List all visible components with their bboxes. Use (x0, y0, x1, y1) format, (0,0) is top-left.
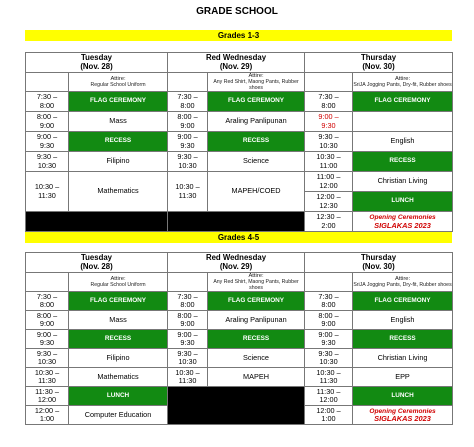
subject-cell: Science (208, 152, 305, 172)
blocked-cell (168, 212, 305, 232)
time-cell: 9:00 – 9:30 (26, 132, 69, 152)
recess-cell: RECESS (69, 132, 168, 152)
time-cell: 12:00 – 1:00 (305, 406, 353, 425)
time-cell: 7:30 – 8:00 (168, 292, 208, 311)
subject-cell: Computer Education (69, 406, 168, 425)
subject-cell: MAPEH (208, 368, 305, 387)
recess-cell: RECESS (208, 132, 305, 152)
attire-row (26, 273, 453, 292)
time-cell: 10:30 – 11:30 (168, 172, 208, 212)
table-row (26, 92, 453, 112)
attire-text: SriJA Jogging Pants, Dry-fit, Rubber shoes (353, 282, 452, 288)
attire-wednesday (208, 273, 305, 292)
time-cell: 9:30 – 10:30 (305, 349, 353, 368)
day-name: Red Wednesday (205, 253, 267, 262)
day-date: (Nov. 30) (362, 261, 395, 271)
time-cell: 8:00 – 9:00 (305, 311, 353, 330)
day-header-wednesday (168, 53, 305, 73)
subject-cell: Filipino (69, 152, 168, 172)
time-cell: 11:30 – 12:00 (305, 387, 353, 406)
day-date: (Nov. 29) (219, 61, 253, 71)
time-cell: 9:30 – 10:30 (26, 349, 69, 368)
time-cell: 8:00 – 9:00 (26, 112, 69, 132)
day-name: Thursday (360, 253, 397, 262)
subject-cell: English (353, 132, 453, 152)
flag-ceremony-cell: FLAG CEREMONY (208, 292, 305, 311)
subject-cell: Araling Panlipunan (208, 311, 305, 330)
day-header-thursday (305, 53, 453, 73)
table-row (26, 152, 453, 172)
subject-cell: Mathematics (69, 368, 168, 387)
attire-tuesday (69, 73, 168, 92)
table-row (26, 330, 453, 349)
attire-text: Regular School Uniform (90, 282, 146, 288)
attire-label: Attire: (110, 276, 126, 282)
time-cell: 8:00 – 9:00 (168, 112, 208, 132)
flag-ceremony-cell: FLAG CEREMONY (69, 92, 168, 112)
time-cell: 9:30 – 10:30 (168, 349, 208, 368)
time-cell: 11:00 – 12:00 (305, 172, 353, 192)
day-name: Thursday (360, 53, 397, 62)
day-name: Tuesday (80, 253, 113, 262)
day-name: Tuesday (80, 53, 113, 62)
time-cell: 10:30 – 11:00 (305, 152, 353, 172)
subject-cell: Christian Living (353, 349, 453, 368)
attire-row (26, 73, 453, 92)
day-header-tuesday (26, 53, 168, 73)
time-cell: 12:00 – 1:00 (26, 406, 69, 425)
attire-thursday (353, 273, 453, 292)
subject-cell: Mass (69, 112, 168, 132)
time-cell: 12:30 – 2:00 (305, 212, 353, 232)
time-cell: 10:30 – 11:30 (26, 368, 69, 387)
attire-text: Regular School Uniform (90, 82, 146, 88)
day-date: (Nov. 28) (80, 261, 113, 271)
flag-ceremony-cell: FLAG CEREMONY (353, 92, 453, 112)
subject-cell: MAPEH/COED (208, 172, 305, 212)
table-row (26, 112, 453, 132)
time-cell: 7:30 – 8:00 (26, 292, 69, 311)
table-row (26, 132, 453, 152)
recess-cell: RECESS (208, 330, 305, 349)
day-date: (Nov. 29) (219, 261, 253, 271)
time-cell: 7:30 – 8:00 (168, 92, 208, 112)
section-band-grades-4-5: Grades 4-5 (25, 232, 452, 243)
subject-cell: Mathematics (69, 172, 168, 212)
lunch-cell: LUNCH (69, 387, 168, 406)
day-header-tuesday (26, 253, 168, 273)
blocked-cell (26, 212, 168, 232)
time-cell: 9:00 – 9:30 (168, 132, 208, 152)
opening-ceremonies-cell: Opening Ceremonies SIGLAKAS 2023 (353, 212, 453, 232)
day-header-thursday (305, 253, 453, 273)
schedule-table-grades-1-3 (25, 52, 453, 232)
table-row (26, 387, 453, 406)
time-cell: 8:00 – 9:00 (26, 311, 69, 330)
time-cell: 8:00 – 9:00 (168, 311, 208, 330)
day-date: (Nov. 30) (362, 61, 395, 71)
day-header-wednesday (168, 253, 305, 273)
recess-cell: RECESS (353, 330, 453, 349)
table-row (26, 311, 453, 330)
section-band-grades-1-3: Grades 1-3 (25, 30, 452, 41)
subject-cell: English (353, 311, 453, 330)
time-cell: 9:00 – 9:30 (305, 112, 353, 132)
flag-ceremony-cell: FLAG CEREMONY (69, 292, 168, 311)
flag-ceremony-cell: FLAG CEREMONY (353, 292, 453, 311)
subject-cell: Christian Living (353, 172, 453, 192)
subject-cell: Science (208, 349, 305, 368)
attire-text: Any Red Shirt, Maong Pants, Rubber shoes (213, 279, 299, 291)
time-cell: 10:30 – 11:30 (305, 368, 353, 387)
time-cell: 7:30 – 8:00 (305, 292, 353, 311)
time-cell: 9:00 – 9:30 (305, 330, 353, 349)
time-cell: 9:00 – 9:30 (168, 330, 208, 349)
recess-cell: RECESS (69, 330, 168, 349)
subject-cell: Filipino (69, 349, 168, 368)
subject-cell: EPP (353, 368, 453, 387)
schedule-table-grades-4-5 (25, 252, 453, 425)
table-row (26, 349, 453, 368)
subject-cell: Mass (69, 311, 168, 330)
subject-cell (353, 112, 453, 132)
attire-label: Attire: (248, 273, 264, 279)
subject-cell: Araling Panlipunan (208, 112, 305, 132)
table-row (26, 212, 453, 232)
attire-wednesday (208, 73, 305, 92)
attire-thursday (353, 73, 453, 92)
opening-ceremonies-cell: Opening Ceremonies SIGLAKAS 2023 (353, 406, 453, 425)
header-row (26, 253, 453, 273)
header-row (26, 53, 453, 73)
attire-text: SriJA Jogging Pants, Dry-fit, Rubber shoes (353, 82, 452, 88)
time-cell: 11:30 – 12:00 (26, 387, 69, 406)
time-cell: 12:00 – 12:30 (305, 192, 353, 212)
time-cell: 10:30 – 11:30 (168, 368, 208, 387)
time-cell: 9:00 – 9:30 (26, 330, 69, 349)
recess-cell: RECESS (353, 152, 453, 172)
attire-label: Attire: (394, 276, 411, 282)
day-date: (Nov. 28) (80, 61, 113, 71)
lunch-cell: LUNCH (353, 192, 453, 212)
page-title: GRADE SCHOOL (196, 6, 278, 17)
table-row (26, 292, 453, 311)
table-row (26, 172, 453, 192)
day-name: Red Wednesday (205, 53, 267, 62)
time-cell: 9:30 – 10:30 (168, 152, 208, 172)
attire-label: Attire: (248, 73, 264, 79)
time-cell: 9:30 – 10:30 (305, 132, 353, 152)
attire-label: Attire: (110, 76, 126, 82)
attire-text: Any Red Shirt, Maong Pants, Rubber shoes (213, 79, 299, 91)
time-cell: 10:30 – 11:30 (26, 172, 69, 212)
table-row (26, 368, 453, 387)
attire-tuesday (69, 273, 168, 292)
lunch-cell: LUNCH (353, 387, 453, 406)
time-cell: 7:30 – 8:00 (305, 92, 353, 112)
blocked-cell (168, 387, 305, 425)
flag-ceremony-cell: FLAG CEREMONY (208, 92, 305, 112)
time-cell: 9:30 – 10:30 (26, 152, 69, 172)
attire-label: Attire: (394, 76, 411, 82)
time-cell: 7:30 – 8:00 (26, 92, 69, 112)
